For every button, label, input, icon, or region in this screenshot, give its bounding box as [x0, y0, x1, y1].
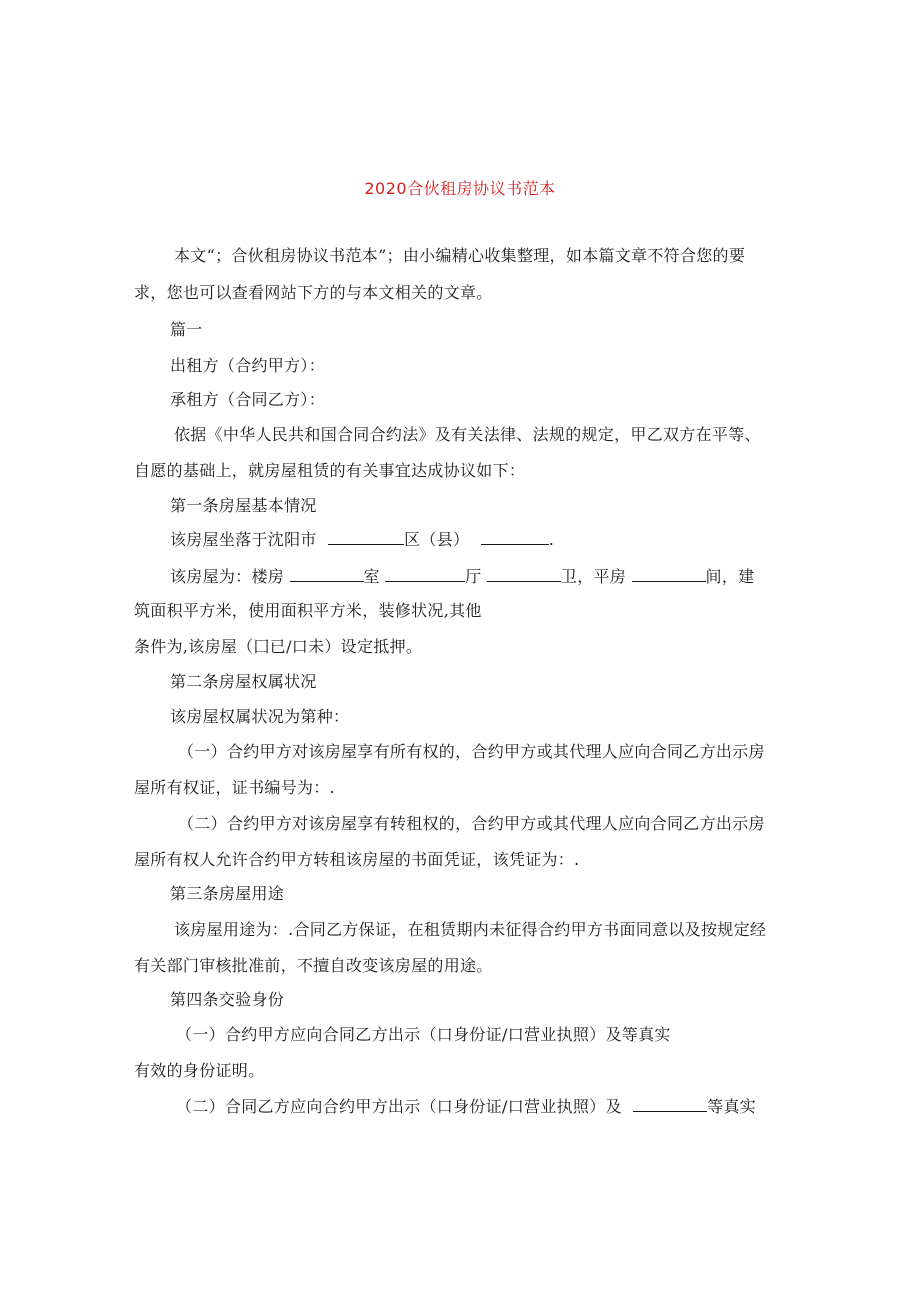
- section-label: 篇一: [170, 320, 203, 339]
- article-1-condition: 条件为,该房屋（囗已/口未）设定抵押。: [134, 637, 423, 656]
- blank-field: [487, 567, 561, 582]
- blank-field: [633, 1097, 707, 1112]
- blank-field: [290, 567, 364, 582]
- article-3-title: 第三条房屋用途: [170, 884, 285, 903]
- intro-line-2: 求，您也可以查看网站下方的与本文相关的文章。: [134, 283, 493, 302]
- article-2-intro: 该房屋权属状况为第种：: [170, 707, 350, 726]
- blank-field: [328, 530, 404, 545]
- article-4-item-1-line-2: 有效的身份证明。: [134, 1061, 265, 1080]
- rooms-text-end: 间，建: [705, 567, 755, 586]
- article-1-rooms: [170, 567, 754, 587]
- article-4-item-2: [176, 1097, 756, 1117]
- basis-line-1: 依据《中华人民共和国合同合约法》及有关法律、法规的规定，甲乙双方在平等、: [174, 425, 761, 444]
- article-2-item-1-line-2: 屋所有权证，证书编号为：.: [134, 778, 335, 797]
- blank-field: [385, 567, 465, 582]
- rooms-text-hall: 厅: [465, 567, 482, 586]
- article-4-item-1-line-1: （一）合约甲方应向合同乙方出示（口身份证/口营业执照）及等真实: [176, 1025, 671, 1044]
- item-2-text-end: 等真实: [707, 1097, 757, 1116]
- article-4-title: 第四条交验身份: [170, 990, 285, 1009]
- location-text-district: 区（县）: [404, 530, 470, 549]
- article-2-item-2-line-2: 屋所有权人允许合约甲方转租该房屋的书面凭证，该凭证为：.: [134, 850, 580, 869]
- article-3-line-2: 有关部门审核批准前，不擅自改变该房屋的用途。: [134, 956, 493, 975]
- location-text-city: 该房屋坐落于沈阳市: [170, 530, 317, 549]
- article-1-area: 筑面积平方米，使用面积平方米，装修状况,其他: [134, 601, 482, 620]
- blank-field: [632, 567, 706, 582]
- basis-line-2: 自愿的基础上，就房屋租赁的有关事宜达成协议如下：: [134, 461, 526, 480]
- intro-line-1: 本文“；合伙租房协议书范本”；由小编精心收集整理，如本篇文章不符合您的要: [174, 246, 746, 265]
- article-1-title: 第一条房屋基本情况: [170, 496, 317, 515]
- article-1-location: [170, 530, 554, 550]
- lessor-line: 出租方（合约甲方）：: [170, 356, 326, 375]
- article-2-item-2-line-1: （二）合约甲方对该房屋享有转租权的，合约甲方或其代理人应向合同乙方出示房: [178, 814, 765, 833]
- article-2-title: 第二条房屋权属状况: [170, 672, 317, 691]
- article-2-item-1-line-1: （一）合约甲方对该房屋享有所有权的，合约甲方或其代理人应向合同乙方出示房: [178, 742, 765, 761]
- article-3-line-1: 该房屋用途为：.合同乙方保证，在租赁期内未征得合约甲方书面同意以及按规定经: [174, 920, 767, 939]
- document-title: 2020合伙租房协议书范本: [364, 179, 556, 198]
- rooms-text-type: 该房屋为：楼房: [170, 567, 285, 586]
- lessee-line: 承租方（合同乙方）：: [170, 390, 326, 409]
- item-2-text-main: （二）合同乙方应向合约甲方出示（口身份证/口营业执照）及: [176, 1097, 622, 1116]
- rooms-text-room: 室: [363, 567, 380, 586]
- blank-field: [481, 530, 549, 545]
- location-text-end: .: [548, 530, 555, 549]
- rooms-text-bath: 卫，平房: [560, 567, 627, 586]
